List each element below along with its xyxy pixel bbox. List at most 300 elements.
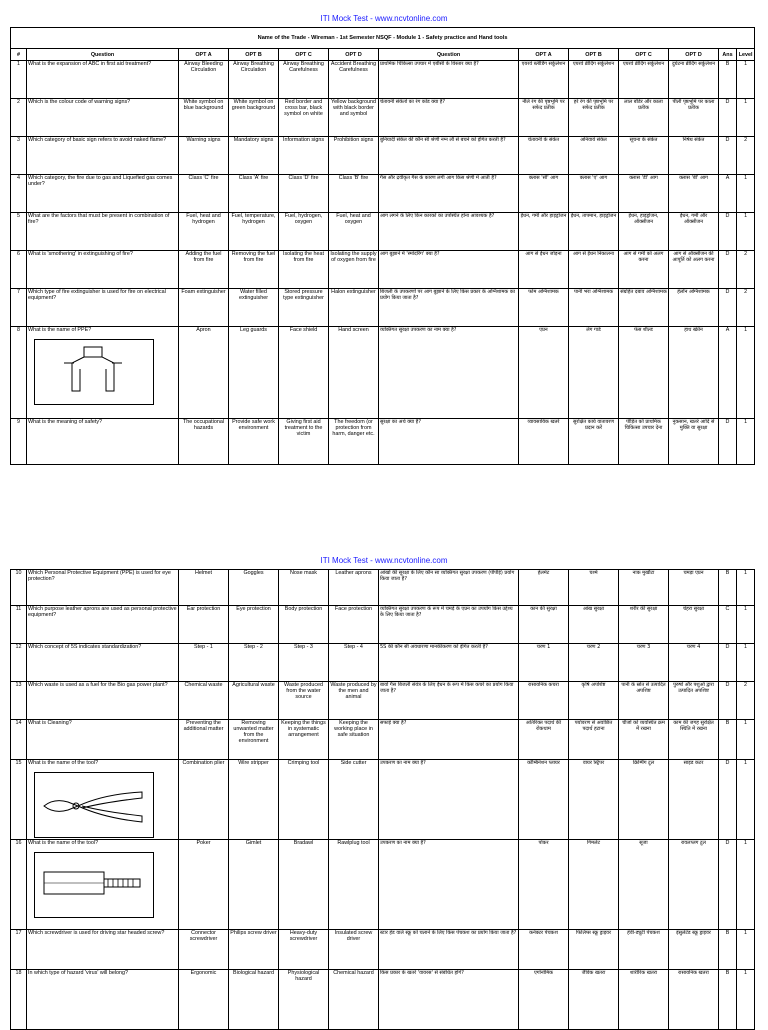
answer-text: D (725, 289, 730, 295)
question-text-hindi (379, 327, 519, 419)
option-d (329, 930, 379, 970)
option-b (229, 682, 279, 720)
answer-text: D (725, 419, 730, 425)
option-c (279, 419, 329, 465)
option-d (329, 289, 379, 327)
option-c-hindi-text: संग्रहित दबाव अग्निशामक (620, 289, 667, 295)
answer-text: B (725, 930, 730, 936)
option-d-hindi-text: हाथ स्क्रीन (684, 327, 703, 333)
question-text-hindi-text: उपकरण का नाम क्या है? (380, 760, 426, 766)
question-text-hindi-text: बिजली के उपकरणों पर आग बुझाने के लिए किस प्रकार के अग्निशामक का प्रयोग किया जाता है? (380, 289, 515, 301)
question-number-text: 5 (17, 213, 20, 219)
col-opt-c-hindi: OPT C (619, 49, 669, 61)
option-c-hindi (619, 570, 669, 606)
option-a-text: Combination plier (182, 760, 225, 766)
option-b (229, 606, 279, 644)
option-a-text: Ergonomic (190, 970, 217, 976)
answer-text: D (725, 137, 730, 143)
option-b-text: Mandatory signs (233, 137, 274, 143)
site-title-page2[interactable]: ITI Mock Test - www.ncvtonline.com (320, 556, 448, 565)
question-text (27, 840, 179, 930)
option-c-hindi (619, 419, 669, 465)
option-d-hindi-text: क्लास 'बी' आग (679, 175, 708, 181)
option-d-hindi (669, 289, 719, 327)
col-opt-d: OPT D (329, 49, 379, 61)
level-text: 1 (744, 99, 748, 105)
option-a-hindi-text: एयरवे ब्लीडिंग सर्कुलेशन (521, 61, 566, 67)
option-c (279, 61, 329, 99)
option-c-text: Bradawl (293, 840, 314, 846)
option-c-text: Body protection (284, 606, 323, 612)
question-text-hindi-text: प्राथमिक चिकित्सा उपचार में एबीसी के विस्तार क्या है? (380, 61, 479, 67)
option-a-hindi-text: कॉम्बिनेशन प्लायर (527, 760, 560, 766)
answer (719, 644, 737, 682)
question-number (11, 570, 27, 606)
question-text-hindi-text: आग बुझाने में 'स्मोदरिंग' क्या है? (380, 251, 440, 257)
rows-page2 (11, 570, 755, 1030)
question-number-text: 10 (15, 570, 22, 576)
option-a (179, 570, 229, 606)
question-text (27, 251, 179, 289)
col-level: Level (737, 49, 755, 61)
option-c-hindi-text: शारीरिक खतरा (629, 970, 658, 976)
question-text (27, 61, 179, 99)
option-b-hindi (569, 606, 619, 644)
answer (719, 99, 737, 137)
level-text: 1 (744, 570, 747, 576)
site-title[interactable]: ITI Mock Test - www.ncvtonline.com (320, 14, 448, 23)
question-number (11, 251, 27, 289)
option-c (279, 327, 329, 419)
level (737, 570, 755, 606)
question-number-text: 13 (15, 682, 22, 688)
question-text-text: Which category, the fire due to gas and Liquefied gas comes under? (28, 175, 173, 187)
answer (719, 840, 737, 930)
option-a-hindi (519, 720, 569, 760)
question-number (11, 419, 27, 465)
option-a-hindi (519, 606, 569, 644)
option-a-text: Helmet (194, 570, 213, 576)
option-b-hindi (569, 175, 619, 213)
question-text-hindi (379, 570, 519, 606)
level-text: 2 (744, 289, 748, 295)
answer-text: D (725, 644, 730, 650)
level (737, 251, 755, 289)
question-text-hindi (379, 682, 519, 720)
option-c (279, 289, 329, 327)
question-text (27, 930, 179, 970)
option-d (329, 840, 379, 930)
option-a (179, 720, 229, 760)
option-a-hindi-text: व्यावसायिक खतरे (527, 419, 560, 425)
option-b-hindi (569, 99, 619, 137)
option-d-text: Class 'B' fire (338, 175, 369, 181)
option-d (329, 327, 379, 419)
option-d-hindi (669, 682, 719, 720)
question-text-hindi-text: बुनियादी संकेत की कौन सी श्रेणी नग्न लौ से बचने को इंगित करती है? (380, 137, 506, 143)
option-c-hindi (619, 137, 669, 175)
level (737, 930, 755, 970)
option-b-hindi-text: कृषि अपशिष्ट (581, 682, 606, 688)
question-text-text: What is the meaning of safety? (28, 419, 103, 425)
option-a-text: Preventing the additional matter (183, 720, 224, 732)
option-a-hindi (519, 682, 569, 720)
question-text-hindi-text: स्टार हेड वाले स्क्रू को चलाने के लिए किस पेचकश का प्रयोग किया जाता है? (380, 930, 517, 936)
option-d (329, 251, 379, 289)
option-b-hindi-text: हरे रंग की पृष्ठभूमि पर सफेद प्रतीक (573, 99, 614, 111)
level-text: 2 (744, 251, 748, 257)
level-text: 1 (744, 606, 747, 612)
option-b-hindi-text: जैविक खतरा (581, 970, 606, 976)
level-text: 1 (744, 840, 747, 846)
question-text-hindi (379, 720, 519, 760)
question-text-hindi (379, 419, 519, 465)
col-opt-b-hindi: OPT B (569, 49, 619, 61)
col-opt-a: OPT A (179, 49, 229, 61)
option-a-hindi-text: कान की सुरक्षा (530, 606, 557, 612)
option-a-text: White symbol on blue background (183, 99, 224, 111)
option-c-hindi (619, 760, 669, 840)
option-b (229, 419, 279, 465)
question-row (11, 760, 755, 840)
option-a (179, 419, 229, 465)
question-text-hindi (379, 175, 519, 213)
option-a-hindi (519, 327, 569, 419)
question-number (11, 606, 27, 644)
option-d-hindi-text: पुरुषों और पशुओं द्वारा उत्पादित अपशिष्ट (673, 682, 714, 694)
question-row (11, 644, 755, 682)
question-number-text: 15 (15, 760, 22, 766)
option-d-hindi-text: रावलप्लग टूल (681, 840, 706, 846)
col-opt-c: OPT C (279, 49, 329, 61)
question-text (27, 289, 179, 327)
option-b-text: Agricultural waste (232, 682, 275, 688)
option-d-hindi-text: इंसुलेटेड स्क्रू ड्राइवर (676, 930, 711, 936)
option-c-hindi (619, 840, 669, 930)
option-b-hindi (569, 840, 619, 930)
option-a-hindi-text: हेलमेट (537, 570, 550, 576)
answer-text: B (725, 61, 730, 67)
option-d (329, 99, 379, 137)
option-b-hindi (569, 970, 619, 1030)
answer (719, 61, 737, 99)
apron-figure (34, 339, 154, 405)
option-c-text: Class 'D' fire (288, 175, 319, 181)
option-d-text: Keeping the working place in safe situation (334, 720, 373, 738)
option-c-hindi (619, 970, 669, 1030)
answer (719, 930, 737, 970)
question-row (11, 570, 755, 606)
option-a (179, 99, 229, 137)
option-c-hindi-text: सूचना के संकेत (629, 137, 658, 143)
option-b-text: Wire stripper (238, 760, 269, 766)
level (737, 61, 755, 99)
option-d-hindi-text: नुकसान, खतरे आदि से मुक्ति या सुरक्षा (672, 419, 715, 431)
option-d-hindi (669, 970, 719, 1030)
option-d-text: Fuel, heat and oxygen (336, 213, 371, 225)
question-text (27, 99, 179, 137)
option-c-text: Crimping tool (287, 760, 320, 766)
option-c (279, 840, 329, 930)
option-b-hindi-text: ईंधन, तापमान, हाइड्रोजन (570, 213, 617, 219)
mock-test-table-page2 (10, 569, 755, 1030)
option-c-hindi-text: शरीर की सुरक्षा (629, 606, 658, 612)
option-c (279, 682, 329, 720)
answer-text: B (725, 970, 730, 976)
question-number (11, 970, 27, 1030)
level-text: 1 (744, 213, 748, 219)
question-number (11, 289, 27, 327)
option-b-hindi (569, 61, 619, 99)
option-b-hindi (569, 289, 619, 327)
question-row (11, 682, 755, 720)
option-d-hindi (669, 175, 719, 213)
question-text-hindi (379, 137, 519, 175)
option-a-text: The occupational hazards (182, 419, 225, 431)
option-d-hindi-text: हेलॉन अग्निशामक (677, 289, 710, 295)
option-c-hindi-text: चरण 3 (636, 644, 651, 650)
question-text-hindi-text: व्यक्तिगत सुरक्षा उपकरण के रूप में चमड़े के एप्रन का उपयोग किस उद्देश्य के लिए किया जाता है? (380, 606, 513, 618)
option-a-hindi-text: कनेक्टर पेचकश (529, 930, 558, 936)
side-cutter-figure (34, 772, 154, 838)
option-a (179, 840, 229, 930)
level-text: 1 (744, 970, 747, 976)
question-row (11, 289, 755, 327)
level-text: 1 (744, 175, 748, 181)
option-b-text: Fuel, temperature, hydrogen (231, 213, 276, 225)
question-text (27, 213, 179, 251)
option-d (329, 175, 379, 213)
option-d (329, 644, 379, 682)
question-text-hindi (379, 99, 519, 137)
option-b-text: Philips screw driver (230, 930, 277, 936)
question-text-hindi-text: गैस और द्रवीकृत गैस के कारण लगी आग किस श्रेणी में आती है? (380, 175, 497, 181)
question-number (11, 720, 27, 760)
option-b-text: Class 'A' fire (238, 175, 269, 181)
option-b-hindi (569, 720, 619, 760)
option-c-text: Physiological hazard (287, 970, 320, 982)
question-text (27, 606, 179, 644)
option-d-hindi-text: काम की जगह सुरक्षित स्थिति में रखना (673, 720, 714, 732)
option-d-hindi (669, 840, 719, 930)
option-c (279, 606, 329, 644)
option-b-hindi-text: अनिवार्य संकेत (580, 137, 607, 143)
question-text-text: What is the name of the tool? (28, 840, 99, 846)
option-b-hindi-text: आग से ईंधन निकालना (572, 251, 615, 257)
option-d-text: Insulated screw driver (334, 930, 373, 942)
option-a-text: Class 'C' fire (188, 175, 219, 181)
question-number (11, 213, 27, 251)
answer (719, 137, 737, 175)
option-b-hindi (569, 251, 619, 289)
option-d-hindi-text: दुर्घटना ब्रीदिंग सर्कुलेशन (671, 61, 716, 67)
question-text-hindi-text: सफाई क्या है? (380, 720, 407, 726)
level (737, 289, 755, 327)
question-text-text: What is the expansion of ABC in first aid treatment? (28, 61, 152, 67)
level (737, 682, 755, 720)
level-text: 1 (744, 720, 747, 726)
question-number-text: 1 (17, 61, 20, 67)
option-c-hindi-text: चीजों को व्यवस्थित क्रम में रखना (622, 720, 665, 732)
option-d-hindi (669, 606, 719, 644)
option-a-text: Airway Bleeding Circulation (184, 61, 223, 73)
level (737, 970, 755, 1030)
question-text (27, 419, 179, 465)
col-opt-b: OPT B (229, 49, 279, 61)
answer-text: B (725, 720, 730, 726)
option-a-text: Foam extinguisher (181, 289, 226, 295)
level (737, 644, 755, 682)
answer (719, 760, 737, 840)
option-c-hindi-text: लाल बॉर्डर और काला प्रतीक (624, 99, 663, 111)
level-text: 1 (744, 930, 747, 936)
question-text (27, 970, 179, 1030)
option-a (179, 327, 229, 419)
question-text-text: Which is the colour code of warning signs? (28, 99, 131, 105)
answer (719, 251, 737, 289)
question-number-text: 2 (17, 99, 20, 105)
option-d-hindi (669, 644, 719, 682)
option-c-text: Waste produced from the water source (283, 682, 324, 700)
answer-text: D (725, 682, 730, 688)
option-b (229, 175, 279, 213)
question-text (27, 760, 179, 840)
option-a (179, 644, 229, 682)
option-c-hindi-text: हेवी-ड्यूटी पेचकश (627, 930, 660, 936)
option-a-hindi-text: फोम अग्निशामक (528, 289, 559, 295)
question-text-text: What is 'smothering' in extinguishing of fire? (28, 251, 133, 257)
option-b-hindi (569, 682, 619, 720)
option-b (229, 289, 279, 327)
answer (719, 175, 737, 213)
option-b-text: Biological hazard (232, 970, 275, 976)
question-text-hindi-text: बायो गैस बिजली संयंत्र के लिए ईंधन के रूप में किस कचरे का प्रयोग किया जाता है? (380, 682, 514, 694)
option-c-hindi (619, 644, 669, 682)
question-row (11, 251, 755, 289)
option-d-hindi (669, 570, 719, 606)
question-number (11, 644, 27, 682)
option-b-hindi-text: क्लास 'ए' आग (579, 175, 608, 181)
option-a (179, 137, 229, 175)
question-number (11, 840, 27, 930)
level (737, 175, 755, 213)
option-a (179, 213, 229, 251)
option-d-text: Waste produced by the men and animal (330, 682, 377, 700)
mock-test-table-page1 (10, 27, 755, 465)
level (737, 213, 755, 251)
option-c-text: Fuel, hydrogen, oxygen (284, 213, 323, 225)
option-a-text: Fuel, heat and hydrogen (186, 213, 221, 225)
question-number-text: 11 (15, 606, 22, 612)
question-row (11, 99, 755, 137)
question-number-text: 18 (15, 970, 22, 976)
option-c-hindi-text: क्रिम्पिंग टूल (632, 760, 655, 766)
option-d-text: The freedom (or protection from harm, danger etc. (332, 419, 375, 437)
option-a-hindi-text: एप्रन (539, 327, 548, 333)
rawlplug-tool-figure (34, 852, 154, 918)
option-c-text: Keeping the things in systematic arrangement (281, 720, 326, 738)
question-text-hindi-text: आग लगने के लिए किन कारकों का उपस्थित होना आवश्यक है? (380, 213, 495, 219)
option-d-hindi (669, 419, 719, 465)
option-b (229, 213, 279, 251)
option-a-hindi (519, 175, 569, 213)
option-d-hindi-text: चमड़ा एप्रन (683, 570, 704, 576)
question-text-hindi (379, 644, 519, 682)
option-a (179, 970, 229, 1030)
answer-text: D (725, 213, 730, 219)
question-text-hindi-text: व्यक्तिगत सुरक्षा उपकरण का नाम क्या है? (380, 327, 457, 333)
question-text (27, 644, 179, 682)
option-c (279, 644, 329, 682)
option-b-text: Removing unwanted matter from the environment (233, 720, 274, 744)
option-a-hindi (519, 137, 569, 175)
answer-text: D (725, 760, 730, 766)
option-d-text: Accident Breathing Carefulness (330, 61, 377, 73)
question-text-hindi-text: सुरक्षा का अर्थ क्या है? (380, 419, 421, 425)
option-d-hindi (669, 251, 719, 289)
option-c-hindi-text: एयरवे ब्रीदिंग सर्कुलेशन (622, 61, 665, 67)
level (737, 840, 755, 930)
rows-page1 (11, 61, 755, 465)
col-opt-a-hindi: OPT A (519, 49, 569, 61)
option-a-text: Apron (196, 327, 211, 333)
option-c-hindi (619, 930, 669, 970)
option-a-hindi (519, 419, 569, 465)
option-a (179, 289, 229, 327)
answer (719, 720, 737, 760)
option-b-text: Goggles (243, 570, 264, 576)
question-number (11, 930, 27, 970)
level (737, 720, 755, 760)
option-c-text: Giving first aid treatment to the victim (284, 419, 323, 437)
question-row (11, 930, 755, 970)
question-text-hindi-text: किस प्रकार के खतरे 'वायरस' से संबंधित होंगे? (380, 970, 464, 976)
question-number-text: 3 (17, 137, 20, 143)
question-row (11, 175, 755, 213)
level-text: 1 (744, 760, 747, 766)
option-b-hindi (569, 327, 619, 419)
level-text: 2 (744, 682, 747, 688)
question-row (11, 970, 755, 1030)
question-text-hindi (379, 61, 519, 99)
question-text-text: Which concept of 5S indicates standardization? (28, 644, 142, 650)
answer (719, 419, 737, 465)
question-text-text: Which waste is used as a fuel for the Bio gas power plant? (28, 682, 168, 688)
question-text (27, 720, 179, 760)
option-d-text: Side cutter (340, 760, 367, 766)
answer (719, 682, 737, 720)
col-num: # (11, 49, 27, 61)
option-a-hindi (519, 644, 569, 682)
option-a-text: Chemical waste (184, 682, 223, 688)
option-a-hindi (519, 570, 569, 606)
question-text (27, 175, 179, 213)
option-d-text: Isolating the supply of oxygen from fire (330, 251, 377, 263)
question-number (11, 327, 27, 419)
option-c (279, 137, 329, 175)
level-text: 2 (744, 137, 748, 143)
option-a-hindi-text: एर्गोनोमिक (533, 970, 554, 976)
option-b-text: Airway Breathing Circulation (233, 61, 274, 73)
option-b (229, 644, 279, 682)
option-c-hindi-text: आग से गर्मी को अलग करना (623, 251, 664, 263)
option-b (229, 720, 279, 760)
question-text-hindi (379, 289, 519, 327)
option-b-text: Gimlet (245, 840, 262, 846)
answer (719, 606, 737, 644)
option-a-hindi-text: पोकर (538, 840, 549, 846)
option-c-text: Airway Breathing Carefulness (283, 61, 324, 73)
